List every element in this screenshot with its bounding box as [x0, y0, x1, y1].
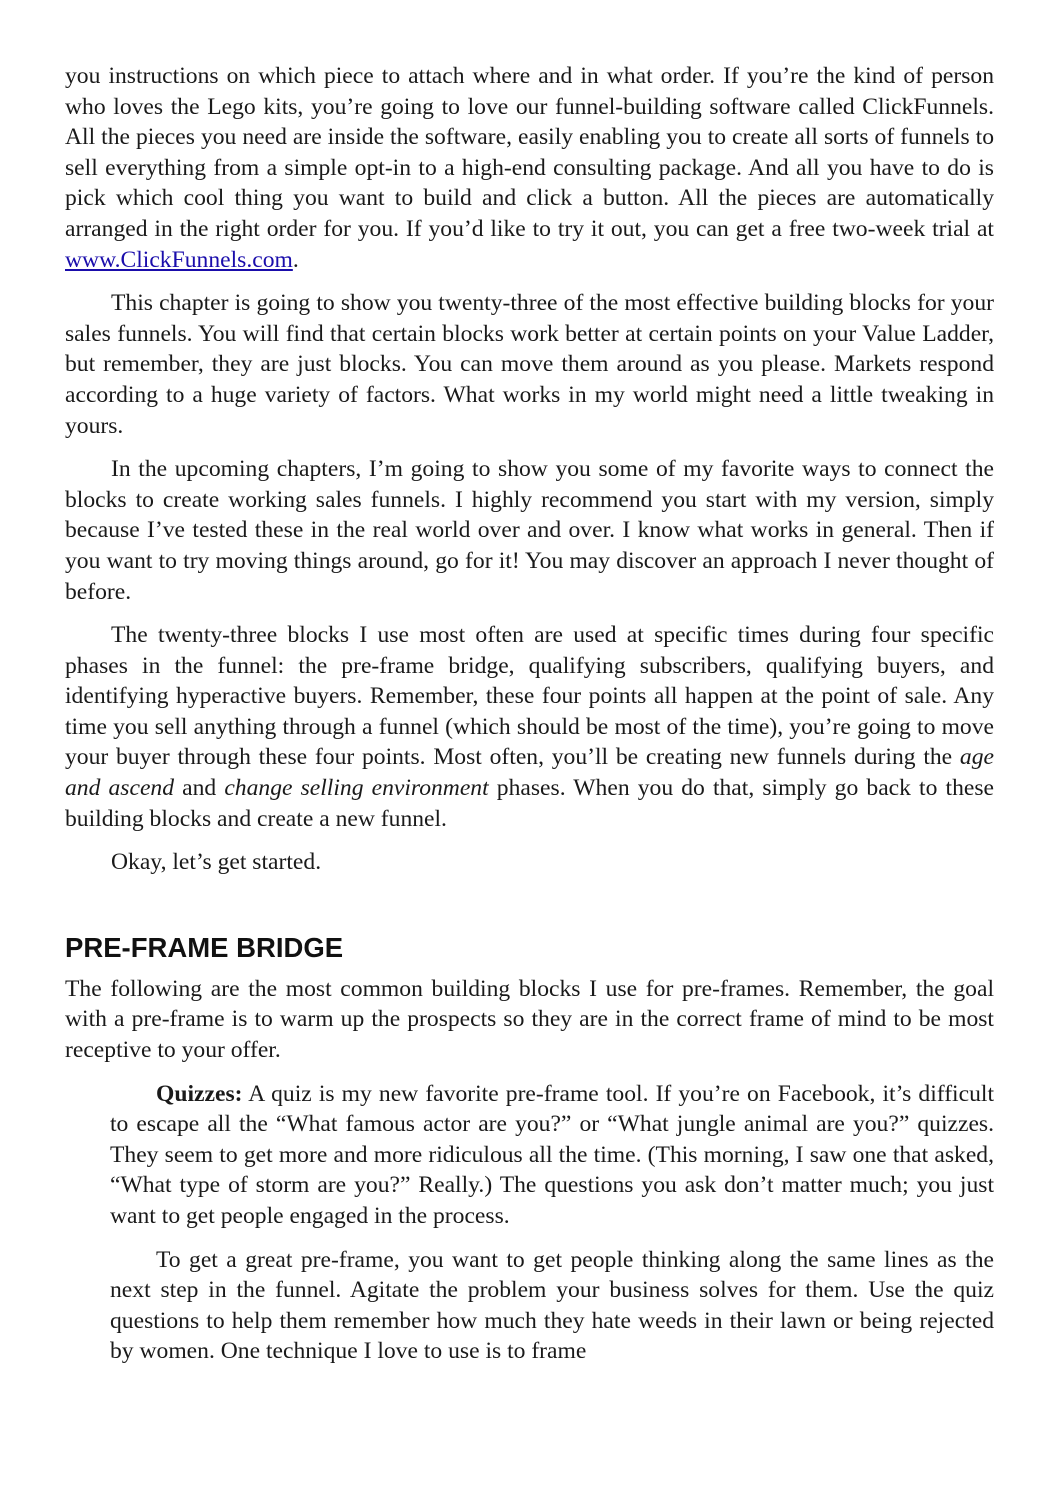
paragraph-great-pre-frame: To get a great pre-frame, you want to get people thinking along the same lines as the next step in the funnel. Agitate the problem your business solves for them. Use the quiz questions to help them remember how much they hate weeds in their lawn or being rejected by women. One technique I love to use is to frame — [110, 1246, 994, 1365]
paragraph-upcoming-chapters: In the upcoming chapters, I’m going to show you some of my favorite ways to connect the blocks to create working sales funnels. I highly recommend you start with my version, simply because I’ve tested these in the real world over and over. I know what works in general. Then if you want to try moving things around, go for it! You may discover an approach I never thought of before. — [65, 456, 994, 605]
clickfunnels-link[interactable]: www.ClickFunnels.com — [65, 246, 293, 273]
paragraph-four-phases: The twenty-three blocks I use most often are used at specific times during four specific phases in the funnel: the pre-frame bridge, qualifying subscribers, qualifying buyers, and identifying hyperactive buyers. Remember, these four points all happen at the point of sale. Any time you sell anything through a funnel (which should be most of the time), you’re going to move your buyer through these four points. Most often, you’ll be creating new funnels during the age and ascend and change selling environment phases. When you do that, simply go back to these building blocks and create a new funnel. — [65, 622, 994, 832]
term-quizzes: Quizzes: — [156, 1080, 243, 1107]
paragraph-chapter-overview: This chapter is going to show you twenty-three of the most effective building blocks for your sales funnels. You will find that certain blocks work better at certain points on your Value Ladder, but remember, they are just blocks. You can move them around as you please. Markets respond according to a huge variety of factors. What works in my world might need a little tweaking in yours. — [65, 290, 994, 439]
section-heading-pre-frame-bridge: PRE-FRAME BRIDGE — [65, 931, 344, 963]
paragraph-quizzes: Quizzes: A quiz is my new favorite pre-frame tool. If you’re on Facebook, it’s difficult to escape all the “What famous actor are you?” or “What jungle animal are you?” quizzes. They seem to get more and more ridiculous all the time. (This morning, I saw one that asked, “What type of storm are you?” Really.) The questions you ask don’t matter much; you just want to get people engaged in the process. — [110, 1080, 994, 1229]
block-quizzes — [110, 1079, 994, 1367]
paragraph-pre-frame-intro: The following are the most common building blocks I use for pre-frames. Remember, the goal with a pre-frame is to warm up the prospects so they are in the correct frame of mind to be most receptive to your offer. — [65, 975, 994, 1064]
paragraph-clickfunnels-intro: you instructions on which piece to attach where and in what order. If you’re the kind of person who loves the Lego kits, you’re going to love our funnel-building software called ClickFunnels. All the pieces you need are inside the software, easily enabling you to create all sorts of funnels to sell everything from a simple opt-in to a high-end consulting package. And all you have to do is pick which cool thing you want to build and click a button. All the pieces are automatically arranged in the right order for you. If you’d like to try it out, you can get a free two-week trial at www.ClickFunnels.com. — [65, 63, 994, 273]
paragraph-get-started: Okay, let’s get started. — [111, 849, 322, 876]
page-body — [65, 61, 994, 1380]
